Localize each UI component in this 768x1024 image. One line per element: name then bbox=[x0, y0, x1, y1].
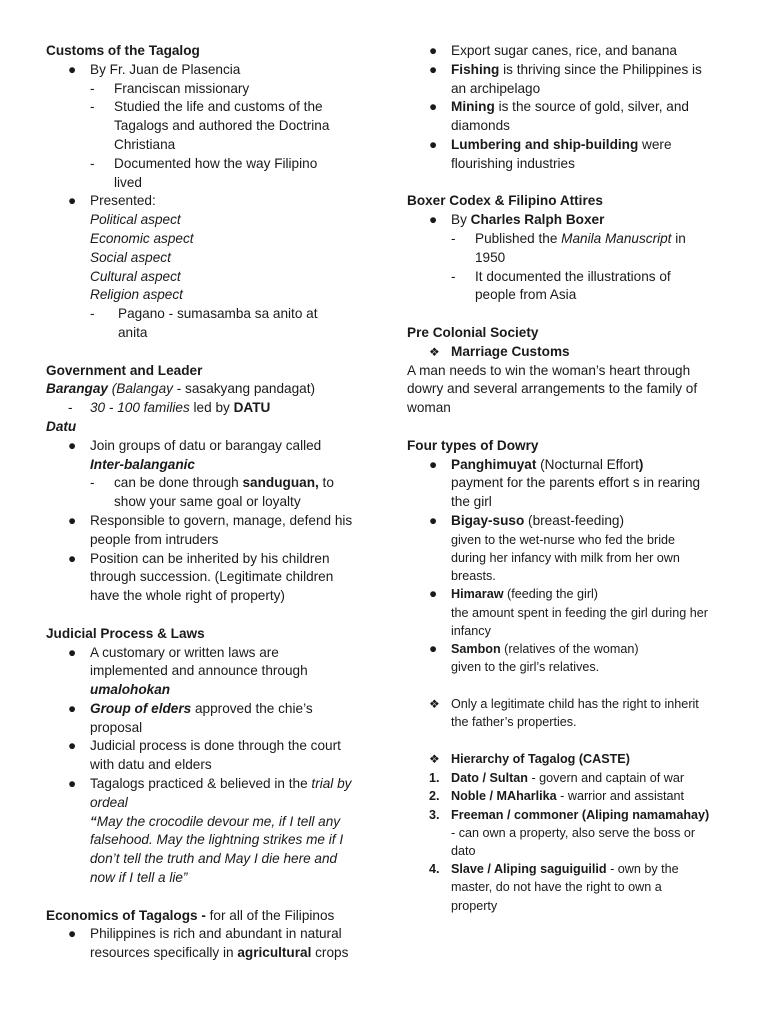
heading-customs: Customs of the Tagalog bbox=[46, 43, 200, 58]
dowry-panghimuyat: ● Panghimuyat (Nocturnal Effort) payment for the parents effort s in rearing the girl bbox=[429, 456, 701, 510]
aspect: Economic aspect bbox=[90, 230, 194, 246]
bullet-customary: ● A customary or written laws are implemented and announce through umalohokan bbox=[68, 644, 308, 698]
bullet-judicial-process: ● Judicial process is done through the court with datu and elders bbox=[68, 738, 341, 773]
dash-item: - Franciscan missionary bbox=[90, 80, 250, 96]
bullet-rich: ● Philippines is rich and abundant in natural resources specifically in agricultural crops bbox=[68, 926, 349, 961]
families-line: - 30 - 100 families led by DATU bbox=[68, 400, 271, 416]
bullet-responsible: ● Responsible to govern, manage, defend his people from intruders bbox=[68, 512, 353, 547]
heading-economics: Economics of Tagalogs - for all of the Filipinos bbox=[46, 907, 335, 923]
heading-boxer: Boxer Codex & Filipino Attires bbox=[407, 193, 603, 209]
dash-item-documented: - It documented the illustrations of people from Asia bbox=[451, 268, 671, 303]
dash-item: - Studied the life and customs of the Tagalogs and authored the Doctrina Christiana bbox=[90, 99, 330, 152]
heading-dowry: Four types of Dowry bbox=[407, 437, 539, 453]
bullet-elders: ● Group of elders approved the chie’s proposal bbox=[68, 700, 313, 735]
aspect: Political aspect bbox=[90, 212, 181, 228]
bullet-lumbering: ● Lumbering and ship-building were flourishing industries bbox=[429, 136, 672, 171]
caste-2: 2. Noble / MAharlika - warrior and assistant bbox=[429, 789, 685, 804]
dash-item-sanduguan: - can be done through sanduguan, to show your same goal or loyalty bbox=[90, 475, 334, 510]
right-column: ● Export sugar canes, rice, and banana ● Fishing is thriving since the Philippines is an archipelago ● Mining is the source of gold, silver, and diamonds ● Lumbering and ship-building were flourishing industries Boxer Codex & Filipino Attires ● By Charles Ralph Boxer - Published the Manila Manuscript in 1950 - It documented the illustrations of people from Asia Pre Colonial Society ❖ Marriage Customs A man needs to win the woman’s heart through dowry and several arrangements to the family of woman Four types of Dowry ● Panghimuyat (Nocturnal Effort) payment for the parents effort s in rearing the girl ● Bigay-suso (breast-feeding) given to the wet-nurse who fed the bride during her infancy with milk from her own breasts. ● Himaraw (feeding the girl) the amount spent in feeding the girl during her infancy ● Sambon (relatives of the woman) given to the girl’s relatives. ❖ Only a legitimate child has the right to inherit the father’s properties. ❖ Hierarchy of Tagalog (CASTE) 1. Dato / Sultan - govern and captain of war 2. Noble / MAharlika - warrior and assistant 3. Freeman / commoner (Aliping namamahay) - can own a property, also serve the boss or dato 4. Slave / Aliping saguiguilid - own by the master, do not have the right to own a property bbox=[407, 42, 737, 915]
diamond-marriage: ❖ Marriage Customs bbox=[407, 343, 737, 362]
diamond-icon: ❖ bbox=[429, 752, 440, 767]
bullet-mining: ● Mining is the source of gold, silver, and diamonds bbox=[429, 99, 689, 134]
left-column bbox=[46, 42, 376, 963]
dash-item-pagano: - Pagano - sumasamba sa anito at anita bbox=[90, 306, 318, 340]
aspect: Social aspect bbox=[90, 249, 171, 265]
bullet-fishing: ● Fishing is thriving since the Philippines is an archipelago bbox=[429, 61, 702, 96]
caste-4: 4. Slave / Aliping saguiguilid - own by the master, do not have the right to own a property bbox=[429, 862, 679, 913]
heading-government: Government and Leader bbox=[46, 362, 203, 378]
diamond-hierarchy: ❖ Hierarchy of Tagalog (CASTE) bbox=[407, 750, 737, 769]
bullet-join: ● Join groups of datu or barangay called Inter-balanganic bbox=[68, 437, 322, 472]
bullet-position: ● Position can be inherited by his children through succession. (Legitimate children have the whole right of property) bbox=[68, 550, 334, 604]
heading-precolonial: Pre Colonial Society bbox=[407, 324, 539, 340]
diamond-legitimate: ❖ Only a legitimate child has the right to inherit the father’s properties. bbox=[407, 695, 737, 731]
aspect: Cultural aspect bbox=[90, 268, 181, 284]
bullet-boxer: ● By Charles Ralph Boxer bbox=[429, 212, 605, 228]
barangay-line: Barangay (Balangay - sasakyang pandagat) bbox=[46, 381, 316, 397]
datu-label: Datu bbox=[46, 418, 77, 434]
heading-judicial: Judicial Process & Laws bbox=[46, 625, 205, 641]
bullet-export: ● Export sugar canes, rice, and banana bbox=[429, 43, 677, 58]
diamond-icon: ❖ bbox=[429, 344, 440, 359]
dowry-sambon: ● Sambon (relatives of the woman) given to the girl’s relatives. bbox=[429, 640, 639, 675]
caste-3: 3. Freeman / commoner (Aliping namamahay) - can own a property, also serve the boss or dato bbox=[429, 807, 710, 858]
dash-item-published: - Published the Manila Manuscript in 1950 bbox=[451, 230, 686, 265]
dowry-himaraw: ● Himaraw (feeding the girl) the amount spent in feeding the girl during her infancy bbox=[429, 586, 708, 638]
caste-1: 1. Dato / Sultan - govern and captain of war bbox=[429, 771, 685, 786]
bullet-plasencia: ● By Fr. Juan de Plasencia bbox=[68, 61, 241, 77]
bullet-trial: ● Tagalogs practiced & believed in the trial by ordeal “May the crocodile devour me, if I tell any falsehood. May the lightning strikes me if I don’t tell the truth and May I die here and now if I tell a lie” bbox=[46, 775, 376, 888]
dash-item: - Documented how the way Filipino lived bbox=[90, 155, 318, 190]
bullet-presented: ● Presented: Political aspect Economic aspect Social aspect Cultural aspect Religion aspect bbox=[46, 192, 376, 305]
ordeal-quote: “May the crocodile devour me, if I tell any bbox=[90, 813, 341, 829]
diamond-icon: ❖ bbox=[429, 697, 440, 712]
dowry-bigay-suso: ● Bigay-suso (breast-feeding) given to the wet-nurse who fed the bride during her infancy with milk from her own breasts. bbox=[429, 512, 680, 584]
aspect: Religion aspect bbox=[90, 287, 183, 303]
